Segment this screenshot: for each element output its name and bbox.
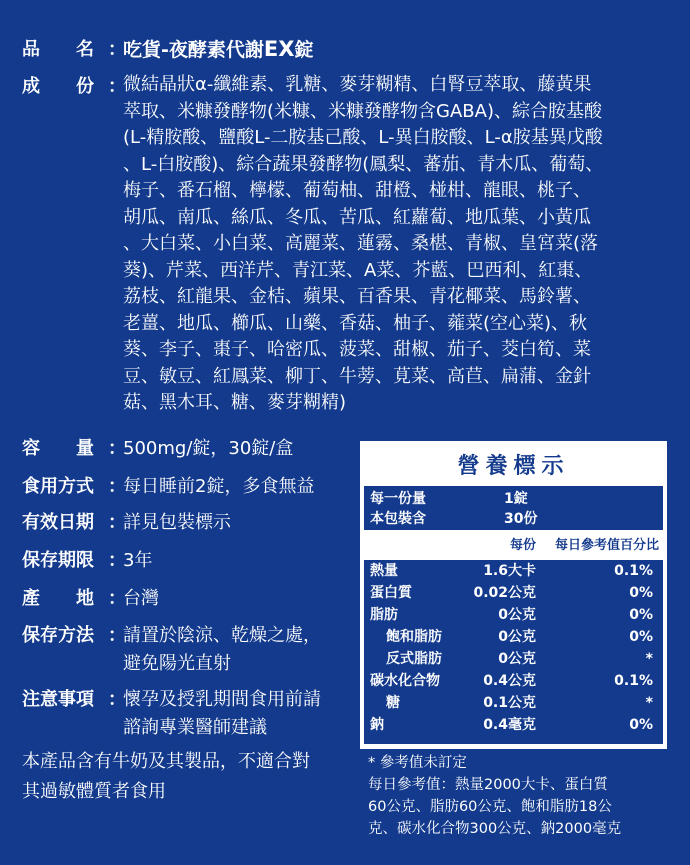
colon: ： [108,689,126,710]
nutrient-per-serving: 0公克 [498,629,536,645]
nutrient-name: 熱量 [370,563,398,579]
nutrient-per-serving: 0公克 [498,651,536,667]
nutrient-name: 鈉 [370,717,384,733]
nutrient-per-serving: 0公克 [498,607,536,623]
usage-value: 每日睡前2錠，多食無益 [123,476,315,497]
shelf-life-value: 3年 [123,550,153,571]
ingredients-line: 胡瓜、南瓜、絲瓜、冬瓜、苦瓜、紅蘿蔔、地瓜葉、小黃瓜 [123,206,591,228]
ingredients-line: 葵、李子、棗子、哈密瓜、菠菜、甜椒、茄子、茭白筍、菜 [123,339,591,360]
colon: ： [108,76,126,97]
colon: ： [108,39,126,60]
nutrition-row [364,692,663,714]
nutrient-daily: 0.1% [614,563,653,579]
footnote-line: 60公克、脂肪60公克、飽和脂肪18公 [368,799,612,815]
nutrient-per-serving: 1.6大卡 [483,563,536,579]
ingredients-label: 成 份 [22,76,94,97]
origin-value: 台灣 [123,588,159,609]
allergy-note-line: 其過敏體質者食用 [22,781,166,802]
ingredients-line: 微結晶狀α-纖維素、乳糖、麥芽糊精、白腎豆萃取、藤黃果 [123,74,592,95]
nutrient-name: 碳水化合物 [370,673,440,689]
ingredients-line: 葵)、芹菜、西洋芹、青江菜、A菜、芥藍、巴西利、紅棗、 [123,259,593,281]
colon: ： [108,625,126,646]
nutrient-per-serving: 0.1公克 [483,695,536,711]
ingredients-line: 豆、敏豆、紅鳳菜、柳丁、牛蒡、莧菜、高苣、扁蒲、金針 [123,365,591,387]
nutrition-column-header [364,534,663,556]
serving-size-value: 1錠 [504,491,528,507]
nutrient-daily: 0% [629,717,653,733]
ingredients-line: 、L-白胺酸)、綜合蔬果發酵物(鳳梨、蕃茄、青木瓜、葡萄、 [123,153,604,175]
caution-label: 注意事項 [22,689,94,710]
daily-value-header: 每日參考值百分比 [554,538,659,553]
per-serving-header: 每份 [509,538,536,553]
product-name-suffix: EX [263,37,295,61]
nutrition-row [364,670,663,692]
usage-label: 食用方式 [22,476,94,497]
product-name-tail: 錠 [294,39,314,61]
nutrient-daily: 0.1% [614,673,653,689]
serving-size-label: 每一份量 [370,491,426,507]
nutrient-daily: 0% [629,585,653,601]
nutrition-row [364,604,663,626]
caution-value: 懷孕及授乳期間食用前請 [123,689,321,710]
servings-label: 本包裝含 [370,511,426,527]
nutrition-row [364,714,663,736]
origin-label: 產 地 [22,588,94,609]
storage-value-2: 避免陽光直射 [123,653,231,674]
nutrition-row [364,582,663,604]
nutrition-row [364,626,663,648]
colon: ： [108,512,126,533]
product-name-label: 品 名 [22,39,94,60]
servings-value: 30份 [504,511,538,527]
storage-value: 請置於陰涼、乾燥之處， [123,625,321,646]
nutrient-daily: * [645,695,653,711]
ingredients-line: 萃取、米糠發酵物(米糠、米糠發酵物含GABA)、綜合胺基酸 [123,100,602,122]
ingredients-line: 菇、黑木耳、糖、麥芽糊精) [123,392,347,413]
ingredients-line: 、大白菜、小白菜、高麗菜、蓮霧、桑椹、青椒、皇宮菜(落 [123,233,599,254]
capacity-label: 容 量 [22,438,94,459]
nutrient-per-serving: 0.4毫克 [483,717,536,733]
ingredients-line: 梅子、番石榴、檸檬、葡萄柚、甜橙、椪柑、龍眼、桃子、 [123,180,591,201]
footnote-line: * 參考值未訂定 [368,755,467,771]
caution-value-2: 諮詢專業醫師建議 [123,717,267,738]
nutrient-daily: 0% [629,629,653,645]
nutrition-title: 營養標示 [457,453,570,479]
nutrient-daily: 0% [629,607,653,623]
nutrient-name: 蛋白質 [370,585,412,601]
ingredients-list [123,72,668,417]
capacity-value: 500mg/錠，30錠/盒 [123,438,294,459]
serving-info [364,486,663,530]
allergy-note [22,747,352,807]
allergy-note-line: 本產品含有牛奶及其製品，不適合對 [22,751,310,772]
shelf-life-label: 保存期限 [22,550,94,571]
colon: ： [108,438,126,459]
ingredients-line: (L-精胺酸、鹽酸L-二胺基己酸、L-異白胺酸、L-α胺基異戊酸 [123,127,603,148]
nutrient-name: 反式脂肪 [386,651,442,667]
colon: ： [108,476,126,497]
nutrition-footnote [368,752,678,840]
colon: ： [108,588,126,609]
nutrient-per-serving: 0.4公克 [483,673,536,689]
nutrient-name: 飽和脂肪 [386,629,442,645]
ingredients-line: 老薑、地瓜、櫛瓜、山藥、香菇、柚子、蕹菜(空心菜)、秋 [123,312,588,334]
nutrition-panel [360,441,667,749]
nutrient-daily: * [645,651,653,667]
expiry-value: 詳見包裝標示 [123,512,231,533]
product-name-text: 吃貨-夜酵素代謝 [123,39,264,61]
nutrition-row [364,560,663,582]
footnote-line: 每日參考值：熱量2000大卡、蛋白質 [368,777,608,793]
colon: ： [108,550,126,571]
footnote-line: 克、碳水化合物300公克、鈉2000毫克 [368,821,622,837]
nutrition-rows [364,560,663,744]
expiry-label: 有效日期 [22,512,94,533]
product-name [123,37,313,63]
nutrient-per-serving: 0.02公克 [473,585,536,601]
nutrient-name: 脂肪 [370,607,398,623]
ingredients-line: 荔枝、紅龍果、金桔、蘋果、百香果、青花椰菜、馬鈴薯、 [123,286,591,307]
nutrition-row [364,648,663,670]
storage-label: 保存方法 [22,625,94,646]
nutrient-name: 糖 [386,695,400,711]
